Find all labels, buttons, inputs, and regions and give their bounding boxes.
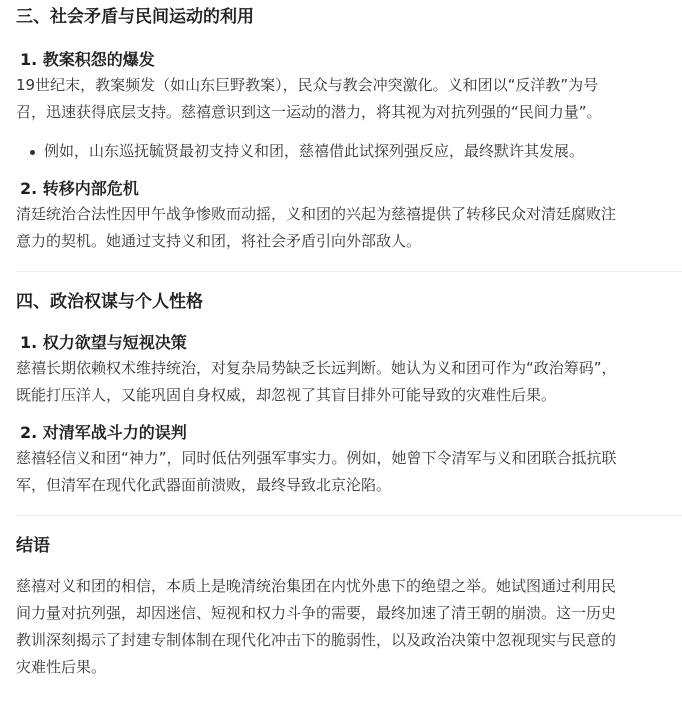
section-4: [16, 289, 682, 499]
section-4-sub-2-title: 2. 对清军战斗力的误判: [20, 423, 187, 442]
section-3: [16, 0, 682, 255]
section-3-bullet-text: 例如，山东巡抚毓贤最初支持义和团，慈禧借此试探列强反应，最终默许其发展。: [44, 142, 585, 160]
bullet-dot-icon: [30, 150, 35, 155]
section-3-sub-2-title: 2. 转移内部危机: [20, 179, 139, 198]
section-4-sub-1-line-1: 慈禧长期依赖权术维持统治，对复杂局势缺乏长远判断。她认为义和团可作为“政治筹码”，: [16, 359, 617, 377]
section-4-sub-2-line-2: 军，但清军在现代化武器面前溃败，最终导致北京沦陷。: [16, 476, 392, 494]
section-4-sub-1-title: 1. 权力欲望与短视决策: [20, 333, 187, 352]
conclusion-line-3: 教训深刻揭示了封建专制体制在现代化冲击下的脆弱性，以及政治决策中忽视现实与民意的: [16, 631, 617, 649]
section-3-sub-1-line-2: 召，迅速获得底层支持。慈禧意识到这一运动的潜力，将其视为对抗列强的“民间力量”。: [16, 103, 602, 121]
section-3-sub-2-line-2: 意力的契机。她通过支持义和团，将社会矛盾引向外部敌人。: [16, 232, 422, 250]
conclusion: [16, 533, 682, 681]
section-3-title: 三、社会矛盾与民间运动的利用: [16, 7, 254, 27]
section-3-sub-1-line-1: 19世纪末，教案频发（如山东巨野教案），民众与教会冲突激化。义和团以“反洋教”为号: [16, 76, 599, 94]
conclusion-line-1: 慈禧对义和团的相信，本质上是晚清统治集团在内忧外患下的绝望之举。她试图通过利用民: [16, 577, 617, 595]
section-4-sub-2-line-1: 慈禧轻信义和团“神力”，同时低估列强军事实力。例如，她曾下令清军与义和团联合抵抗联: [16, 449, 617, 467]
section-3-bullet: [16, 138, 682, 165]
section-3-sub-2-line-1: 清廷统治合法性因甲午战争惨败而动摇，义和团的兴起为慈禧提供了转移民众对清廷腐败注: [16, 205, 617, 223]
conclusion-title: 结语: [16, 536, 50, 556]
section-4-title: 四、政治权谋与个人性格: [16, 292, 203, 312]
conclusion-line-4: 灾难性后果。: [16, 658, 107, 676]
section-4-sub-1-line-2: 既能打压洋人，又能巩固自身权威，却忽视了其盲目排外可能导致的灾难性后果。: [16, 386, 557, 404]
section-3-sub-1-title: 1. 教案积怨的爆发: [20, 50, 155, 69]
conclusion-line-2: 间力量对抗列强，却因迷信、短视和权力斗争的需要，最终加速了清王朝的崩溃。这一历史: [16, 604, 617, 622]
